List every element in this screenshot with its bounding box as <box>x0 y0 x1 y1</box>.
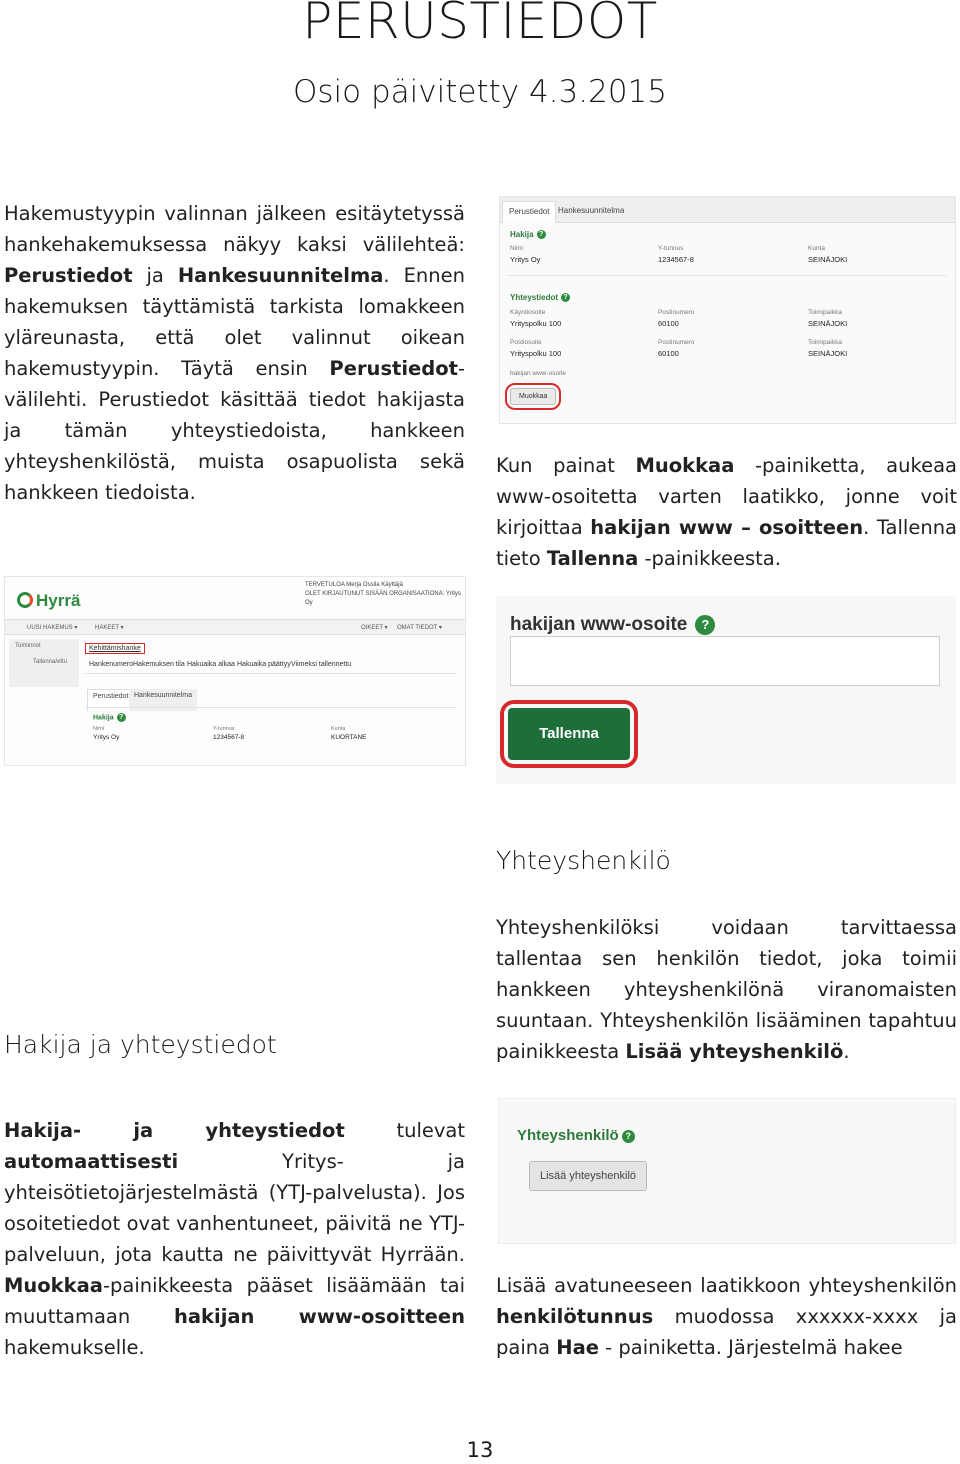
hakija-heading: Hakija ja yhteystiedot <box>4 1030 277 1059</box>
tab-bar <box>500 197 955 223</box>
tallenna-highlight <box>500 700 638 768</box>
welcome-line-2: OLET KIRJAUTUNUT SISÄÄN ORGANISAATIONA: Yritys Oy <box>305 591 461 606</box>
help-icon[interactable]: ? <box>537 230 546 239</box>
nimi-value: Yritys Oy <box>93 734 120 741</box>
postiosoite-value: Yrityspolku 100 <box>510 349 562 358</box>
yhteyshenkilo-label-text: Yhteyshenkilö <box>517 1127 619 1144</box>
hakija-text-3: -painikkeesta pääset lisäämään tai muuttamaan <box>4 1274 465 1328</box>
muokkaa-button[interactable]: Muokkaa <box>510 388 556 405</box>
tab-hankesuunnitelma[interactable]: Hankesuunnitelma <box>558 206 625 215</box>
side-toiminnot[interactable]: Toiminnot <box>15 643 41 649</box>
toimipaikka-value: SEINÄJOKI <box>808 319 848 328</box>
intro-text-1: Hakemustyypin valinnan jälkeen esitäytetyssä hankehakemuksessa näkyy kaksi välilehteä: <box>4 202 465 256</box>
ytunnus-value: 1234567-8 <box>658 255 694 264</box>
tab-perustiedot[interactable]: Perustiedot <box>87 689 134 711</box>
nav-uusi-hakemus[interactable]: UUSI HAKEMUS ▾ <box>27 625 78 631</box>
hakemuksen-tila-link[interactable]: Hakemuksen tila <box>133 661 185 668</box>
nimi-label: Nimi <box>93 726 104 732</box>
kunta-label: Kunta <box>331 726 346 732</box>
muokkaa-highlight <box>505 383 561 410</box>
page-number: 13 <box>466 1438 494 1462</box>
muokkaa-text-2: -painiketta, aukeaa www-osoitetta varten laatikko, jonne voit kirjoittaa <box>496 454 957 539</box>
www-osoite-input[interactable] <box>510 636 940 686</box>
muokkaa-bold-3: Tallenna <box>546 547 639 570</box>
yhteyshenkilo-text-2: . <box>843 1040 850 1063</box>
side-panel <box>9 639 79 687</box>
intro-bold-perustiedot: Perustiedot <box>4 264 133 287</box>
toimipaikka-label: Toimipaikka <box>808 309 842 316</box>
lisaa-bold-2: Hae <box>556 1336 599 1359</box>
intro-text-3: . Ennen hakemuksen täyttämistä tarkista lomakkeen yläreunasta, että olet valinnut oikean hakemustyypin. Täytä ensin <box>4 264 465 380</box>
hakuaika-paattyy-link[interactable]: Hakuaika päättyy <box>237 661 291 668</box>
hakija-section-label <box>93 713 126 722</box>
hakija-label: Hakija <box>93 714 114 722</box>
muokkaa-bold-2: hakijan www – osoitteen <box>590 516 864 539</box>
toimipaikka-label-2: Toimipaikka <box>808 339 842 346</box>
yhteyshenkilo-text-1: Yhteyshenkilöksi voidaan tarvittaessa tallentaa sen henkilön tiedot, joka toimii hankkeen yhteyshenkilönä viranomaisten suuntaan. Yhteyshenkilön lisääminen tapahtuu painikkeesta <box>496 916 957 1063</box>
help-icon[interactable]: ? <box>117 713 126 722</box>
yhteyshenkilo-paragraph <box>496 912 957 1067</box>
nimi-value: Yritys Oy <box>510 255 541 264</box>
hakuaika-alkaa-link[interactable]: Hakuaika alkaa <box>187 661 235 668</box>
lisaa-yhteyshenkilo-button[interactable]: Lisää yhteyshenkilö <box>529 1161 647 1191</box>
hyrra-logo-icon <box>17 592 33 608</box>
hyrra-logo <box>17 591 80 611</box>
intro-bold-perustiedot-2: Perustiedot <box>329 357 458 380</box>
yhteyshenkilo-label <box>517 1127 635 1144</box>
divider <box>508 275 947 276</box>
hyrra-screenshot <box>4 576 466 766</box>
main-nav <box>5 619 465 635</box>
ytunnus-label: Y-tunnus <box>658 245 684 252</box>
postinumero-label-2: Postinumero <box>658 339 695 346</box>
hakija-label: Hakija <box>510 230 534 239</box>
intro-bold-hankesuunnitelma: Hankesuunnitelma <box>177 264 384 287</box>
welcome-text <box>305 581 465 608</box>
www-osoite-label <box>510 614 715 636</box>
hakija-section-label <box>510 230 546 239</box>
hakija-text-2: Yritys- ja yhteisötietojärjestelmästä (YTJ-palvelusta). Jos osoitetiedot ovat vanhentuneet, päivitä ne YTJ-palveluun, jota kautta ne päivittyvät Hyrrään. <box>4 1150 465 1266</box>
lisaa-text-2: muodossa xxxxxx-xxxx ja paina <box>496 1305 957 1359</box>
kunta-value: SEINÄJOKI <box>808 255 848 264</box>
yhteyshenkilo-bold-1: Lisää yhteyshenkilö <box>625 1040 844 1063</box>
hakija-bold-4: hakijan www-osoitteen <box>174 1305 465 1328</box>
logo-text: Hyrrä <box>36 591 81 610</box>
muokkaa-text-1: Kun painat <box>496 454 636 477</box>
hakija-paragraph <box>4 1115 465 1363</box>
perustiedot-screenshot <box>499 196 956 424</box>
toimipaikka-value-2: SEINÄJOKI <box>808 349 848 358</box>
kunta-value: KUORTANE <box>331 734 367 741</box>
postinumero-label: Postinumero <box>658 309 695 316</box>
yhteyshenkilo-screenshot <box>498 1098 956 1244</box>
divider <box>85 673 457 674</box>
kayntiosoite-label: Käyntiosoite <box>510 309 546 316</box>
hakija-bold-1: Hakija- ja yhteystiedot <box>4 1119 345 1142</box>
postinumero-value: 60100 <box>658 319 679 328</box>
www-label: hakijan www-osoite <box>510 370 566 377</box>
muokkaa-bold-1: Muokkaa <box>635 454 735 477</box>
postinumero-value-2: 60100 <box>658 349 679 358</box>
ytunnus-label: Y-tunnus <box>213 726 235 732</box>
www-label-text: hakijan www-osoite <box>510 614 688 635</box>
page-title: PERUSTIEDOT <box>302 0 658 50</box>
help-icon[interactable]: ? <box>622 1130 635 1143</box>
hakija-bold-2: automaattisesti <box>4 1150 179 1173</box>
help-icon[interactable]: ? <box>695 615 715 635</box>
side-tallennettu[interactable]: Tallenna/ettu <box>33 659 68 665</box>
hakija-text-1: tulevat <box>344 1119 465 1142</box>
muokkaa-text-3: . Tallenna tieto <box>496 516 958 570</box>
tallenna-button[interactable]: Tallenna <box>508 708 630 760</box>
divider <box>85 707 457 708</box>
nav-oikeudet[interactable]: OIKEET ▾ <box>361 625 388 631</box>
muokkaa-paragraph <box>496 450 957 574</box>
hankenumero-link[interactable]: Hankenumero <box>89 661 133 668</box>
kehittamishanke-link[interactable]: Kehittämishanke <box>85 643 145 654</box>
nav-omat-tiedot[interactable]: OMAT TIEDOT ▾ <box>397 625 442 631</box>
viimeksi-tallennettu-link[interactable]: Viimeksi tallennettu <box>291 661 352 668</box>
tab-hankesuunnitelma[interactable]: Hankesuunnitelma <box>129 689 197 711</box>
postiosoite-label: Postiosoite <box>510 339 542 346</box>
page-subtitle: Osio päivitetty 4.3.2015 <box>292 74 667 110</box>
yhteystiedot-label: Yhteystiedot <box>510 293 559 302</box>
welcome-line-1: TERVETULOA Merja Ossila Käyttäjä <box>305 582 403 588</box>
yhteystiedot-section-label <box>510 293 570 302</box>
nav-hakemukset[interactable]: HAKEET ▾ <box>95 625 124 631</box>
lisaa-text-1: Lisää avatuneeseen laatikkoon yhteyshenkilön <box>496 1274 957 1297</box>
kunta-label: Kunta <box>808 245 825 252</box>
tab-perustiedot[interactable]: Perustiedot <box>502 201 556 223</box>
yhteyshenkilo-heading: Yhteyshenkilö <box>496 846 671 875</box>
lisaa-paragraph <box>496 1270 957 1363</box>
intro-text-4: -välilehti. Perustiedot käsittää tiedot hakijasta ja tämän yhteystiedoista, hankkeen yhteyshenkilöstä, muista osapuolista sekä hankkeen tiedoista. <box>4 357 465 504</box>
nimi-label: Nimi <box>510 245 523 252</box>
help-icon[interactable]: ? <box>561 293 570 302</box>
ytunnus-value: 1234567-8 <box>213 734 245 741</box>
hakija-bold-3: Muokkaa <box>4 1274 103 1297</box>
lisaa-bold-1: henkilötunnus <box>496 1305 654 1328</box>
hakija-text-4: hakemukselle. <box>4 1336 145 1359</box>
intro-paragraph <box>4 198 465 508</box>
intro-text-2: ja <box>132 264 178 287</box>
lisaa-text-3: - painiketta. Järjestelmä hakee <box>598 1336 903 1359</box>
www-osoite-screenshot <box>496 596 956 784</box>
kayntiosoite-value: Yrityspolku 100 <box>510 319 562 328</box>
muokkaa-text-4: -painikkeesta. <box>638 547 781 570</box>
